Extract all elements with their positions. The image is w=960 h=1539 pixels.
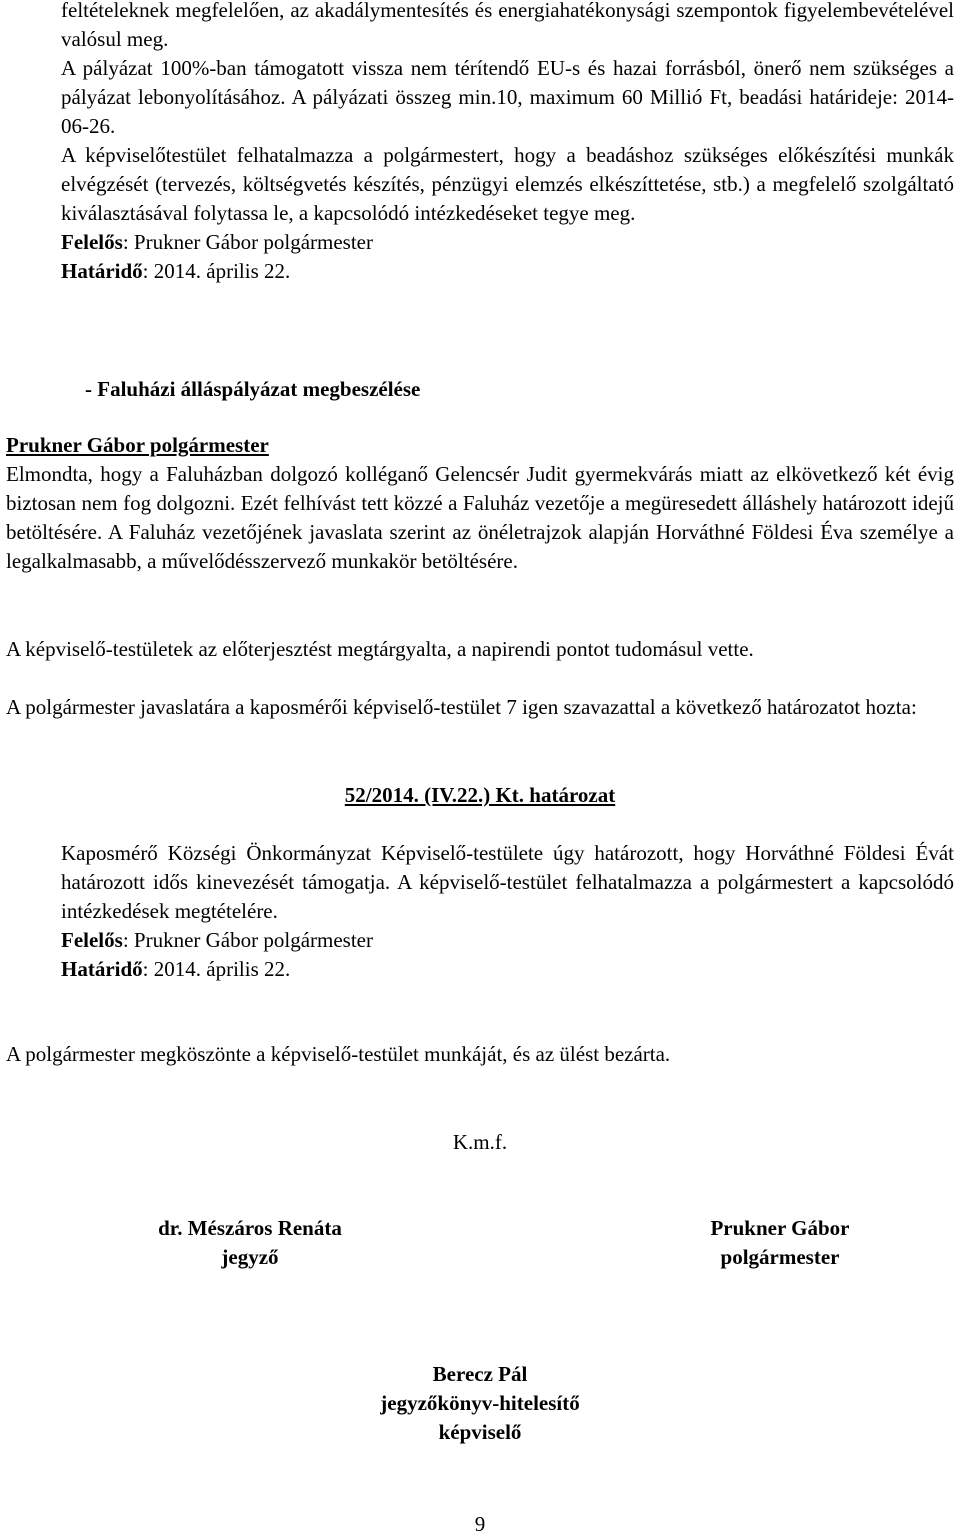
kmf-label: K.m.f. <box>452 1130 508 1154</box>
resolution-paragraph: Kaposmérő Községi Önkormányzat Képviselő-testülete úgy határozott, hogy Horváthné Földesi Évát határozott idős kinevezését támogatja. A képviselő-testület felhatalmazza a polgármestert a kapcsolódó intézkedések megtételére. <box>61 841 954 923</box>
speaker-name: Prukner Gábor polgármester <box>6 433 269 457</box>
paragraph-authorization: A képviselőtestület felhatalmazza a polgármestert, hogy a beadáshoz szükséges előkészítési munkák elvégzését (tervezés, költségvetés készítés, pénzügyi elemzés elkészíttetése, stb.) a megfelelő szolgáltató kiválasztásával folytassa le, a kapcsolódó intézkedéseket tegye meg. <box>61 143 954 225</box>
resolution-responsible-label: Felelős <box>61 928 123 952</box>
paragraph-funding: A pályázat 100%-ban támogatott vissza nem térítendő EU-s és hazai forrásból, önerő nem szükséges a pályázat lebonyolításához. A pályázati összeg min.10, maximum 60 Millió Ft, beadási határideje: 2014-06-26. <box>61 56 954 138</box>
responsible-line <box>61 228 954 257</box>
speech-paragraph: Elmondta, hogy a Faluházban dolgozó kolléganő Gelencsér Judit gyermekvárás miatt az elkövetkező két évig biztosan nem fog dolgozni. Ezét felhívást tett közzé a Faluház vezetője a megüresedett álláshely határozott idejű betöltésére. A Faluház vezetőjének javaslata szerint az önéletrajzok alapján Horváthné Földesi Éva személye a legalkalmasabb, a művelődésszervező munkakör betöltésére. <box>6 462 954 573</box>
resolution-responsible-value: : Prukner Gábor polgármester <box>122 928 373 952</box>
vote-group <box>6 693 954 722</box>
deadline-line <box>61 257 954 286</box>
resolution-responsible-line <box>61 926 954 955</box>
mayor-name: Prukner Gábor <box>710 1216 850 1240</box>
signature-notary <box>100 1214 400 1272</box>
deadline-value: : 2014. április 22. <box>142 259 291 283</box>
closing-paragraph: A polgármester megköszönte a képviselő-testület munkáját, és az ülést bezárta. <box>6 1042 671 1066</box>
section-heading: - Faluházi álláspályázat megbeszélése <box>85 377 421 401</box>
notary-name: dr. Mészáros Renáta <box>158 1216 342 1240</box>
resolution-deadline-value: : 2014. április 22. <box>142 957 291 981</box>
authenticator-role: képviselő <box>438 1420 522 1444</box>
discussion-group <box>6 635 954 664</box>
discussion-paragraph: A képviselő-testületek az előterjesztést megtárgyalta, a napirendi pontot tudomásul vette. <box>6 637 754 661</box>
responsible-label: Felelős <box>61 230 123 254</box>
speech-group <box>6 431 954 576</box>
responsible-value: : Prukner Gábor polgármester <box>122 230 373 254</box>
signature-mayor <box>630 1214 930 1272</box>
notary-title: jegyző <box>221 1245 279 1269</box>
mayor-title: polgármester <box>720 1245 840 1269</box>
page-number: 9 <box>474 1512 486 1536</box>
deadline-label: Határidő <box>61 259 143 283</box>
resolution-title: 52/2014. (IV.22.) Kt. határozat <box>344 783 616 807</box>
vote-paragraph: A polgármester javaslatára a kaposmérői képviselő-testület 7 igen szavazattal a következő határozatot hozta: <box>6 695 917 719</box>
top-paragraph-group <box>61 0 954 286</box>
resolution-deadline-label: Határidő <box>61 957 143 981</box>
closing-group <box>6 1040 954 1069</box>
paragraph-conditions: feltételeknek megfelelően, az akadálymentesítés és energiahatékonysági szempontok figyelembevételével valósul meg. <box>61 0 954 51</box>
resolution-deadline-line <box>61 955 954 984</box>
resolution-group <box>61 839 954 984</box>
authenticator-name: Berecz Pál <box>432 1362 528 1386</box>
signature-authenticator <box>330 1360 630 1447</box>
authenticator-title: jegyzőkönyv-hitelesítő <box>380 1391 580 1415</box>
